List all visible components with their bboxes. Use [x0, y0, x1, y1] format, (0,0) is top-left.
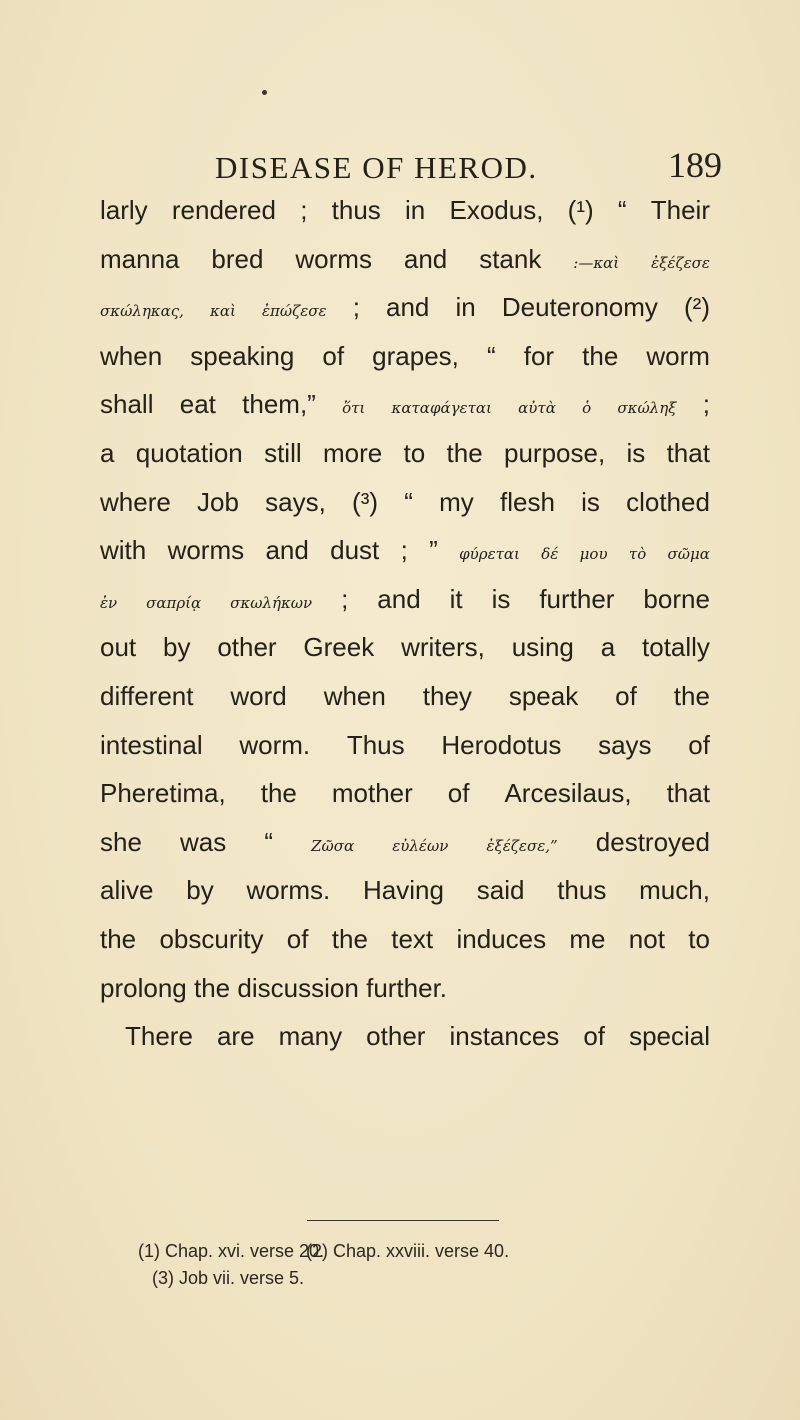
word: flesh: [499, 486, 555, 517]
word: text: [391, 923, 434, 954]
word: Thus: [346, 729, 405, 760]
word: obscurity: [159, 923, 264, 954]
word: Their: [650, 195, 710, 225]
word: stank: [479, 243, 542, 274]
word: is: [491, 583, 511, 614]
word: ;: [352, 292, 360, 323]
greek-word: δέ: [541, 545, 559, 564]
page-number: 189: [668, 145, 722, 185]
word: alive: [100, 875, 154, 906]
word: the: [194, 972, 231, 1003]
word: ;: [341, 583, 349, 614]
word: induces: [456, 923, 547, 954]
text-line: [100, 438, 710, 487]
ink-speck: [262, 90, 267, 95]
word: with: [100, 535, 147, 566]
word: she: [100, 826, 142, 857]
text-line: [100, 584, 710, 633]
word: quotation: [135, 437, 243, 468]
text-line: [100, 195, 710, 244]
footnote-2: (2) Chap. xxviii. verse 40.: [306, 1241, 510, 1261]
word: that: [666, 778, 710, 809]
word: destroyed: [595, 826, 710, 857]
word: thus: [557, 875, 607, 906]
word: word: [230, 680, 287, 711]
greek-word: ὁ: [582, 399, 592, 418]
greek-word: εὐλέων: [392, 836, 449, 855]
word: prolong: [100, 972, 187, 1003]
greek-word: ὅτι: [342, 399, 366, 418]
footnote-1: (1) Chap. xvi. verse 20.: [138, 1241, 325, 1261]
word: Exodus,: [449, 195, 544, 225]
word: when: [100, 340, 163, 371]
word: where: [100, 486, 171, 517]
greek-word: σῶμα: [667, 545, 710, 564]
greek-word: Ζῶσα: [311, 836, 355, 855]
word: Having: [363, 875, 444, 906]
greek-word: ἐπώζεσε: [261, 302, 327, 321]
running-title: DISEASE OF HEROD.: [215, 150, 538, 185]
word: Deuteronomy: [501, 292, 658, 323]
word: There: [125, 1021, 193, 1052]
word: different: [100, 680, 194, 711]
text-line: [100, 244, 710, 293]
word: worm.: [239, 729, 311, 760]
greek-word: σκώληκας,: [100, 302, 184, 321]
word: other: [217, 632, 277, 663]
word: and: [386, 292, 430, 323]
word: purpose,: [503, 437, 606, 468]
greek-word: ἐν: [100, 593, 118, 612]
word: and: [265, 535, 309, 566]
greek-word: ἐξέζεσε,”: [486, 836, 558, 855]
word: said: [476, 875, 525, 906]
word: instances: [449, 1021, 560, 1052]
word: of: [688, 729, 710, 760]
word: worms: [295, 243, 372, 274]
greek-word: καταφάγεται: [391, 399, 492, 418]
word: of: [447, 778, 470, 809]
word: out: [100, 632, 137, 663]
word: Job: [197, 486, 239, 517]
text-line: [100, 973, 710, 1022]
word: of: [615, 680, 637, 711]
word: in: [405, 195, 426, 225]
word: more: [322, 437, 383, 468]
text-line: [100, 535, 710, 584]
text-line: [100, 389, 710, 438]
word: manna: [100, 243, 180, 274]
word: for: [523, 340, 555, 371]
word: much,: [639, 875, 710, 906]
word: “: [617, 195, 627, 225]
word: other: [366, 1021, 426, 1052]
greek-word: αὐτὰ: [518, 399, 556, 418]
greek-word: μου: [579, 545, 608, 564]
text-line: [100, 778, 710, 827]
word: Greek: [303, 632, 375, 663]
word: further: [539, 583, 615, 614]
word: worms: [167, 535, 245, 566]
word: bred: [211, 243, 264, 274]
footnote-rule: [307, 1220, 499, 1221]
word: further.: [366, 972, 448, 1003]
word: ”: [429, 535, 438, 566]
word: (³): [352, 486, 379, 517]
word: dust: [330, 535, 380, 566]
greek-word: ἐξέζεσε: [651, 253, 710, 272]
word: says,: [265, 486, 326, 517]
word: and: [403, 243, 448, 274]
word: are: [216, 1021, 255, 1052]
text-line: [100, 341, 710, 390]
word: speak: [508, 680, 579, 711]
greek-word: σαπρίᾳ: [146, 593, 202, 612]
word: rendered: [171, 195, 276, 225]
word: they: [422, 680, 472, 711]
word: by: [186, 875, 214, 906]
text-line: [100, 681, 710, 730]
word: grapes,: [372, 340, 459, 371]
word: ;: [400, 535, 408, 566]
word: worm: [646, 340, 710, 371]
greek-word: σκωλήκων: [230, 593, 313, 612]
text-line: [100, 875, 710, 924]
word: me: [569, 923, 606, 954]
greek-word: :—καὶ: [573, 253, 620, 272]
word: mother: [331, 778, 413, 809]
word: not: [628, 923, 665, 954]
word: the: [673, 680, 710, 711]
word: of: [322, 340, 345, 371]
word: was: [180, 826, 227, 857]
word: it: [449, 583, 463, 614]
text-line: [100, 730, 710, 779]
word: the: [331, 923, 368, 954]
word: the: [582, 340, 619, 371]
word: eat: [179, 389, 216, 420]
word: by: [163, 632, 191, 663]
word: of: [583, 1021, 606, 1052]
word: and: [377, 583, 421, 614]
word: totally: [642, 632, 710, 663]
word: speaking: [190, 340, 295, 371]
text-line: [100, 632, 710, 681]
greek-word: φύρεται: [459, 545, 520, 564]
body-text: [100, 195, 710, 1070]
word: special: [629, 1021, 710, 1052]
greek-word: καὶ: [210, 302, 236, 321]
text-line: [100, 924, 710, 973]
word: a: [600, 632, 616, 663]
word: using: [511, 632, 574, 663]
word: worms.: [246, 875, 331, 906]
word: borne: [643, 583, 710, 614]
word: thus: [331, 195, 381, 225]
word: “: [404, 486, 413, 517]
word: to: [688, 923, 710, 954]
word: to: [403, 437, 426, 468]
text-line: [100, 487, 710, 536]
word: Herodotus: [441, 729, 562, 760]
word: discussion: [237, 972, 359, 1003]
word: (²): [684, 292, 710, 323]
word: Pheretima,: [100, 778, 226, 809]
word: Arcesilaus,: [504, 778, 632, 809]
word: the: [100, 923, 137, 954]
word: “: [264, 826, 274, 857]
word: writers,: [401, 632, 485, 663]
word: the: [260, 778, 297, 809]
word: is: [581, 486, 600, 517]
greek-word: τὸ: [628, 545, 647, 564]
text-line: [100, 1021, 710, 1070]
word: (¹): [567, 195, 594, 225]
word: of: [286, 923, 309, 954]
word: the: [446, 437, 483, 468]
word: ;: [702, 389, 710, 420]
word: a: [100, 437, 115, 468]
word: intestinal: [100, 729, 203, 760]
word: shall: [100, 389, 154, 420]
word: says: [598, 729, 652, 760]
word: still: [264, 437, 302, 468]
text-line: [100, 827, 710, 876]
word: many: [278, 1021, 343, 1052]
word: when: [323, 680, 386, 711]
word: them,”: [242, 389, 316, 420]
word: “: [486, 340, 496, 371]
word: my: [439, 486, 474, 517]
text-line: [100, 292, 710, 341]
footnote-3: (3) Job vii. verse 5.: [152, 1268, 305, 1288]
word: clothed: [626, 486, 710, 517]
word: in: [455, 292, 476, 323]
word: larly: [100, 195, 148, 225]
word: is: [626, 437, 646, 468]
word: that: [666, 437, 710, 468]
word: ;: [300, 195, 308, 225]
greek-word: σκώληξ: [617, 399, 677, 418]
